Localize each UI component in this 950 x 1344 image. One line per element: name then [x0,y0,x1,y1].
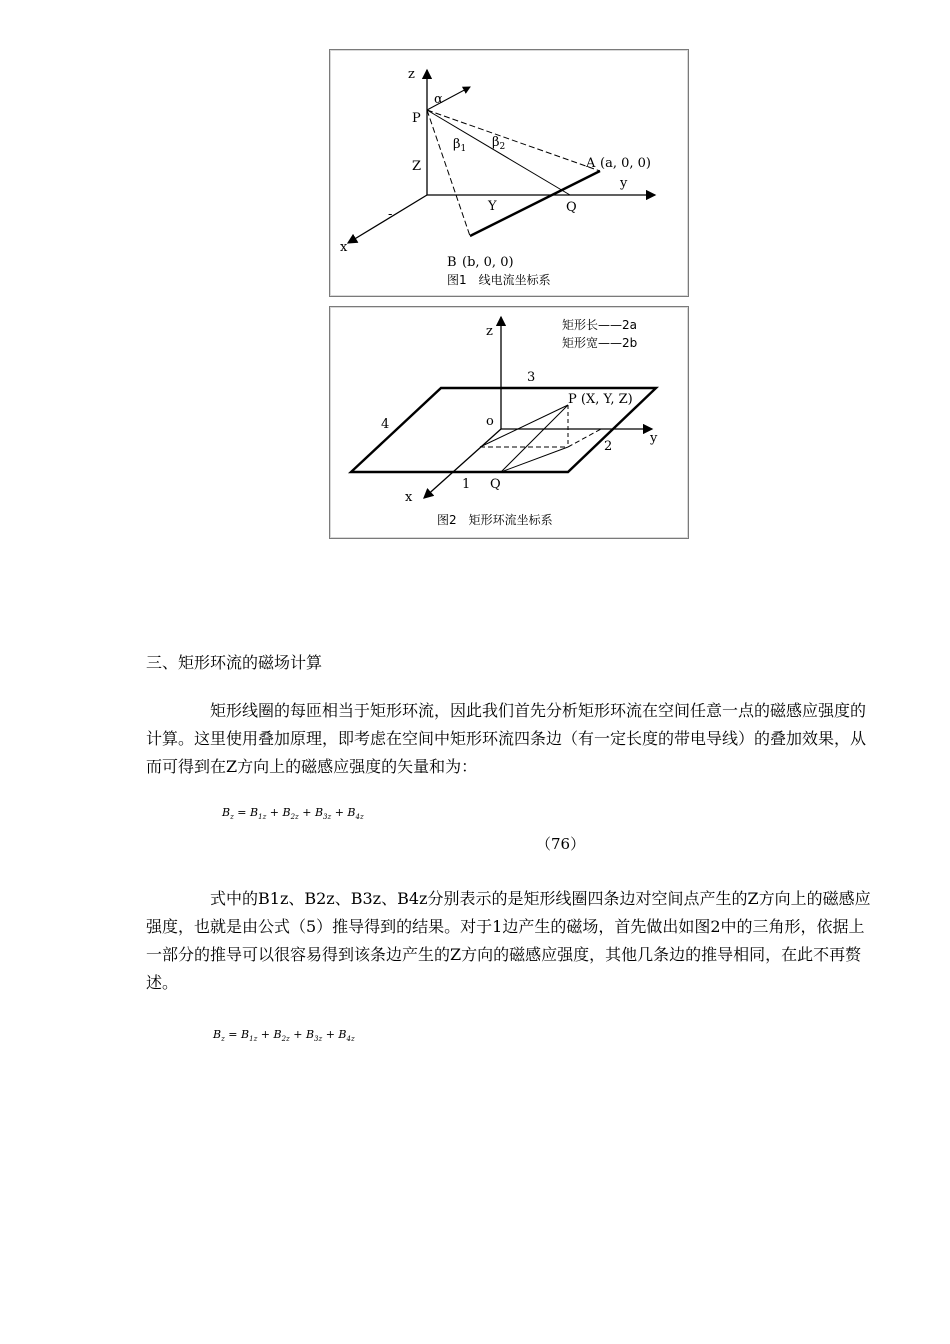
label-side-3: 3 [527,370,536,385]
label-x: x [405,490,413,505]
label-P: P [412,111,421,126]
label-dash: - [388,207,393,222]
paragraph-1: 矩形线圈的每匝相当于矩形环流，因此我们首先分析矩形环流在空间任意一点的磁感应强度的计算。这里使用叠加原理，即考虑在空间中矩形环流四条边（有一定长度的带电导线）的叠加效果，从而可得到在Z方向上的磁感应强度的矢量和为： [146,701,867,776]
legend-length: 矩形长——2a [562,318,637,332]
paragraph-2: 式中的B1z、B2z、B3z、B4z分别表示的是矩形线圈四条边对空间点产生的Z方向上的磁感应强度，也就是由公式（5）推导得到的结果。对于1边产生的磁场，首先做出如图2中的三角形，依据上一部分的推导可以很容易得到该条边产生的Z方向的磁感应强度，其他几条边的推导相同，在此不再赘述。 [146,889,871,992]
legend-width: 矩形宽——2b [562,336,638,350]
figure-2 [329,306,689,539]
label-A-coord: (a, 0, 0) [600,156,651,171]
label-beta2: $\beta_2$ [492,135,506,152]
label-z: z [408,67,415,82]
label-Q: Q [566,200,577,215]
label-z: z [486,324,493,339]
equation-repeat: $B_z = B_{1z} + B_{2z} + B_{3z} + B_{4z}$ [213,1028,355,1044]
line-Q-foot [501,447,568,472]
figure-1 [329,49,689,297]
equation-76: $B_z = B_{1z} + B_{2z} + B_{3z} + B_{4z}$ [222,806,364,822]
label-o: o [486,414,494,429]
label-Q: Q [490,477,501,492]
label-A: A [586,156,596,171]
label-B-coord: (b, 0, 0) [462,255,514,270]
label-x: x [340,240,348,255]
equation-number: （76） [536,835,586,853]
label-Z: Z [412,159,422,174]
line-PQ [501,405,568,472]
label-P: P (X, Y, Z) [568,392,633,407]
figure-2-diagram [330,307,688,538]
label-B: B [447,255,457,270]
label-side-4: 4 [381,417,390,432]
figure-2-caption: 图2 矩形环流坐标系 [437,513,553,527]
label-y: y [650,431,658,446]
label-y: y [620,176,628,191]
label-beta1: $\beta_1$ [453,137,467,154]
figure-1-caption: 图1 线电流坐标系 [447,273,551,287]
section-title: 三、矩形环流的磁场计算 [146,653,323,672]
label-alpha: α [434,92,443,107]
label-side-1: 1 [462,477,471,492]
line-PB [427,110,470,236]
figure-1-diagram [330,50,688,296]
label-Y: Y [488,199,497,214]
label-side-2: 2 [604,439,613,454]
